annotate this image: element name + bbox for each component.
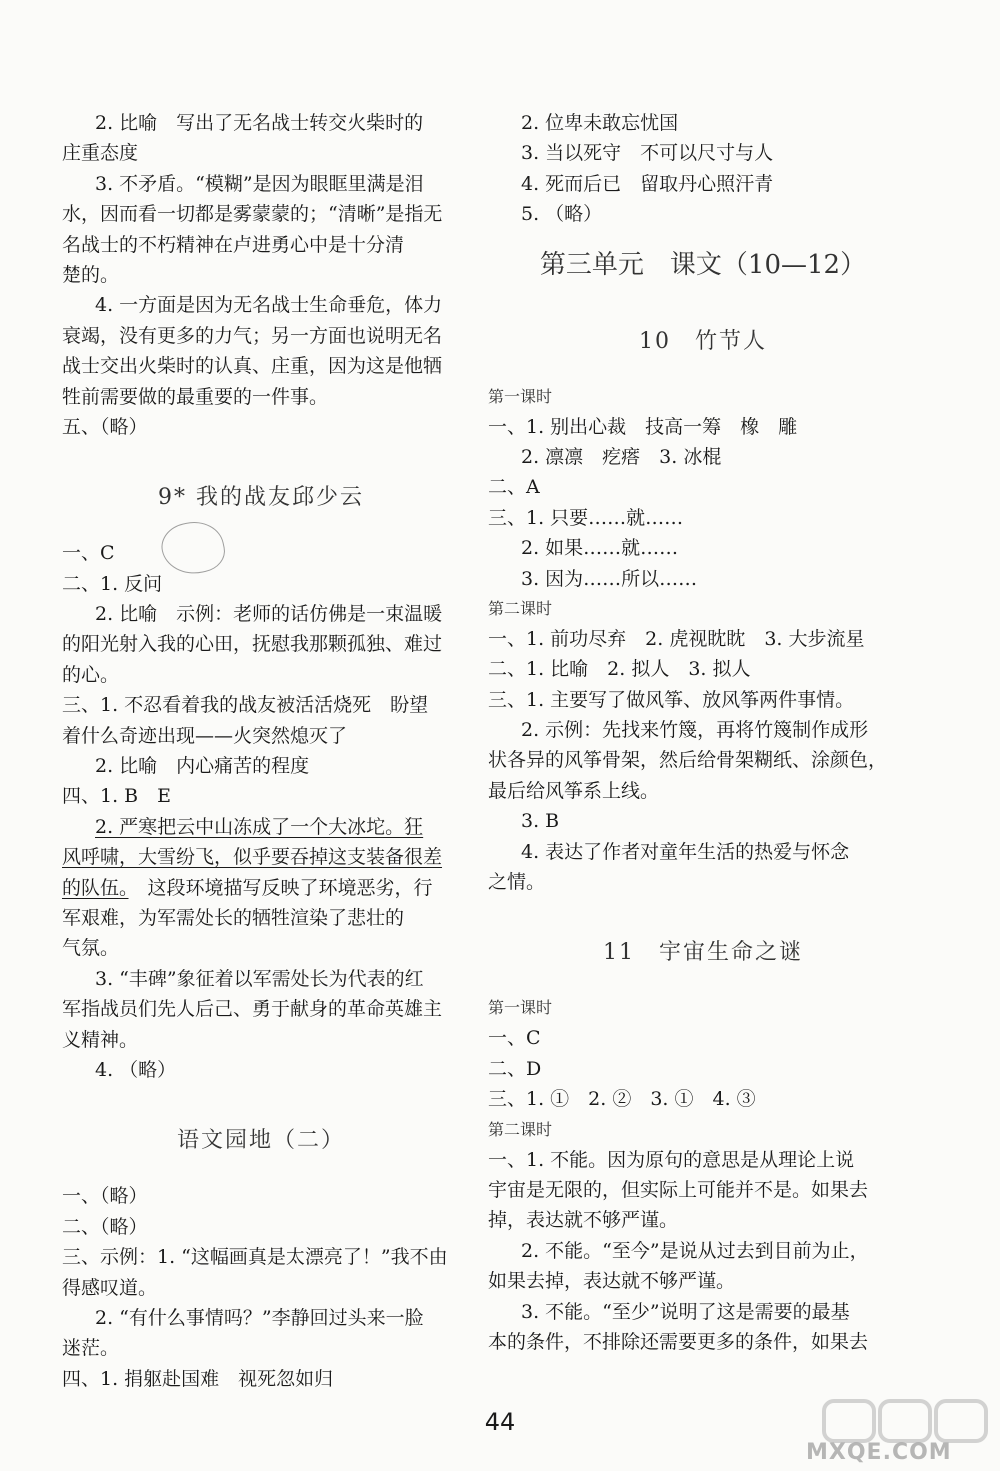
text-line: 的心。	[62, 663, 120, 686]
text-line	[62, 842, 460, 872]
text-line: 2. 不能。“至今”是说从过去到目前为止，	[521, 1239, 869, 1262]
underlined-text: 的队伍。	[62, 876, 129, 899]
text-line: 5. （略）	[521, 203, 603, 226]
text-line: 迷茫。	[62, 1337, 120, 1360]
text-line: 之情。	[488, 871, 546, 894]
text-line: 一、C	[62, 542, 115, 565]
text-line: 衰竭，没有更多的力气；另一方面也说明无名	[62, 324, 443, 347]
text-line: 3. 不矛盾。“模糊”是因为眼眶里满是泪	[95, 172, 424, 195]
text-line: 一、1. 前功尽弃 2. 虎视眈眈 3. 大步流星	[488, 627, 865, 650]
text-line: 2. “有什么事情吗？”李静回过头来一脸	[95, 1306, 424, 1329]
unit-title: 第三单元 课文（10—12）	[539, 249, 867, 280]
lesson-period-label: 第二课时	[488, 598, 553, 618]
text-line: 二、D	[488, 1057, 542, 1080]
text-line: 三、1. 只要……就……	[488, 506, 684, 529]
text-line: 2. 示例：先找来竹篾，再将竹篾制作成形	[521, 719, 869, 742]
text-line	[62, 873, 460, 903]
text-line: 2. 凛凛 疙瘩 3. 冰棍	[521, 445, 722, 468]
text-line: 四、1. B E	[62, 785, 171, 808]
right-column	[488, 108, 918, 1357]
watermark-text: MXQE.COM	[806, 1440, 952, 1465]
text-line: 二、（略）	[62, 1215, 148, 1238]
text-line: 3. 当以死守 不可以尺寸与人	[521, 142, 774, 165]
text-line: 一、1. 不能。因为原句的意思是从理论上说	[488, 1148, 855, 1171]
section-title-lesson-10: 10 竹节人	[639, 328, 767, 354]
text-line: 2. 比喻 写出了无名战士转交火柴时的	[95, 112, 424, 134]
text-line: 3. B	[521, 810, 560, 833]
text-line: 三、1. ① 2. ② 3. ① 4. ③	[488, 1088, 756, 1111]
text-line: 义精神。	[62, 1028, 139, 1051]
text-line: 一、C	[488, 1027, 541, 1050]
lesson-period-label: 第一课时	[488, 386, 553, 406]
text-line	[62, 812, 460, 842]
text-line: 4. （略）	[95, 1058, 177, 1081]
text-line: 庄重态度	[62, 142, 139, 165]
text-line: 4. 一方面是因为无名战士生命垂危，体力	[95, 294, 443, 317]
text-line: 3. “丰碑”象征着以军需处长为代表的红	[95, 967, 424, 990]
text-line: 气氛。	[62, 937, 120, 960]
text-line: 名战士的不朽精神在卢进勇心中是十分清	[62, 233, 405, 256]
text-line: 掉，表达就不够严谨。	[488, 1209, 679, 1232]
text-line: 的阳光射入我的心田，抚慰我那颗孤独、难过	[62, 633, 443, 656]
left-column	[62, 108, 460, 1394]
text-line: 4. 死而后已 留取丹心照汗青	[521, 172, 774, 195]
underlined-text: 2. 严寒把云中山冻成了一个大冰坨。狂	[95, 815, 424, 838]
text-line: 二、1. 反问	[62, 572, 163, 595]
text-line: 一、1. 别出心裁 技高一筹 橡 雕	[488, 415, 798, 438]
text-line: 3. 因为……所以……	[521, 567, 698, 590]
text-line: 二、A	[488, 476, 540, 499]
lesson-period-label: 第一课时	[488, 998, 553, 1018]
text-line: 军指战员们先人后己、勇于献身的革命英雄主	[62, 998, 443, 1021]
lesson-period-label: 第二课时	[488, 1119, 553, 1139]
text-line: 2. 比喻 内心痛苦的程度	[95, 755, 310, 778]
text-span: 这段环境描写反映了环境恶劣，行	[128, 876, 433, 899]
section-title-lesson-9: 9* 我的战友邱少云	[158, 485, 364, 511]
text-line: 最后给风筝系上线。	[488, 779, 660, 802]
text-line: 2. 位卑未敢忘忧国	[521, 112, 679, 134]
text-line: 三、示例：1. “这幅画真是太漂亮了！”我不由	[62, 1246, 448, 1269]
text-line: 2. 如果……就……	[521, 537, 679, 560]
text-line: 着什么奇迹出现——火突然熄灭了	[62, 724, 348, 747]
text-line: 本的条件，不排除还需要更多的条件，如果去	[488, 1330, 869, 1353]
text-line: 水，因而看一切都是雾蒙蒙的；“清晰”是指无	[62, 203, 443, 226]
text-line: 如果去掉，表达就不够严谨。	[488, 1270, 736, 1293]
section-title-yuwen-yuandi: 语文园地（二）	[176, 1128, 345, 1154]
page-number: 44	[484, 1408, 516, 1436]
text-line: 军艰难，为军需处长的牺牲渲染了悲壮的	[62, 906, 405, 929]
text-line: 状各异的风筝骨架，然后给骨架糊纸、涂颜色，	[488, 749, 888, 772]
text-line: 四、1. 捐躯赴国难 视死忽如归	[62, 1367, 334, 1390]
text-line: 三、1. 不忍看着我的战友被活活烧死 盼望	[62, 694, 429, 717]
text-line: 宇宙是无限的，但实际上可能并不是。如果去	[488, 1178, 869, 1201]
text-line: 五、（略）	[62, 415, 148, 438]
text-line: 三、1. 主要写了做风筝、放风筝两件事情。	[488, 688, 855, 711]
underlined-text: 风呼啸，大雪纷飞，似乎要吞掉这支装备很差	[62, 846, 443, 869]
text-line: 一、（略）	[62, 1185, 148, 1208]
text-line: 得感叹道。	[62, 1276, 158, 1299]
text-line: 楚的。	[62, 263, 120, 286]
section-title-lesson-11: 11 宇宙生命之谜	[603, 940, 803, 966]
text-line: 战士交出火柴时的认真、庄重，因为这是他牺	[62, 355, 443, 378]
text-line: 牲前需要做的最重要的一件事。	[62, 385, 329, 408]
text-line: 二、1. 比喻 2. 拟人 3. 拟人	[488, 658, 751, 681]
text-line: 3. 不能。“至少”说明了这是需要的最基	[521, 1300, 850, 1323]
text-line: 4. 表达了作者对童年生活的热爱与怀念	[521, 840, 850, 863]
text-line: 2. 比喻 示例：老师的话仿佛是一束温暖	[95, 603, 443, 626]
